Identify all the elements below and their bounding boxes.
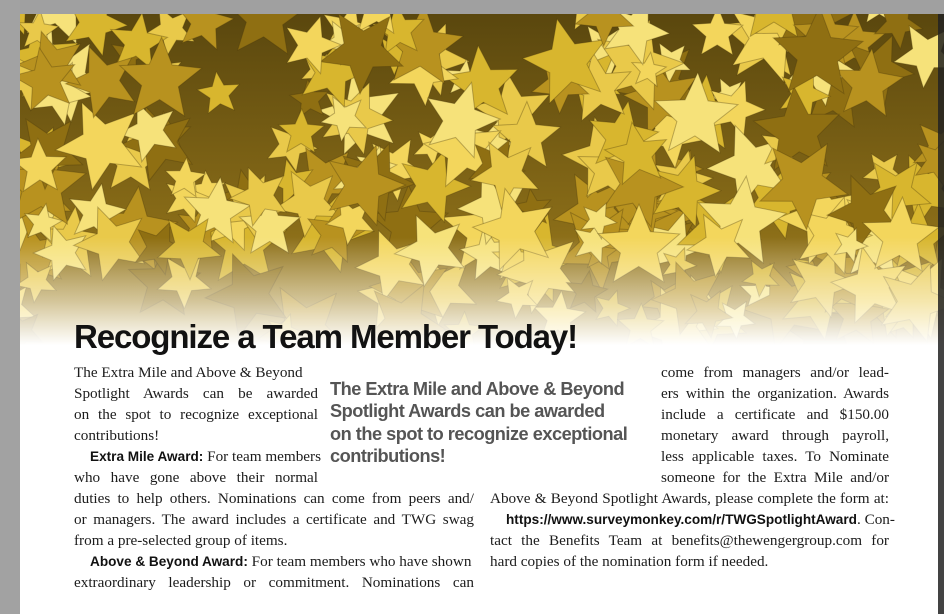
intro-line: contributions! (74, 427, 160, 444)
viewer-top-margin (0, 0, 944, 14)
above-beyond-paragraph-start: Above & Beyond Award: For team members who have shown (90, 553, 472, 570)
right-column-line: monetary award through payroll, (661, 427, 889, 444)
body-line: duties to help others. Nominations can come from peers and/ (74, 490, 474, 507)
right-column-line: less applicable taxes. To Nominate (661, 448, 889, 465)
pull-quote-line: Spotlight Awards can be awarded (330, 401, 605, 422)
right-column-line: Above & Beyond Spotlight Awards, please complete the form at: (490, 490, 889, 507)
right-column-line: someone for the Extra Mile and/or (661, 469, 889, 486)
intro-line: Spotlight Awards can be awarded (74, 385, 318, 402)
intro-line: The Extra Mile and Above & Beyond (74, 364, 303, 381)
intro-line: on the spot to recognize exceptional (74, 406, 318, 423)
page-right-edge (938, 14, 944, 614)
body-line: or managers. The award includes a certificate and TWG swag (74, 511, 474, 528)
right-column-line: ers within the organization. Awards (661, 385, 889, 402)
pull-quote (330, 378, 640, 467)
contact-line: hard copies of the nomination form if needed. (490, 553, 769, 570)
body-line: who have gone above their normal (74, 469, 318, 486)
page-title: Recognize a Team Member Today! (74, 318, 578, 355)
pull-quote-line: on the spot to recognize exceptional (330, 423, 628, 444)
contact-line: tact the Benefits Team at benefits@thewengergroup.com for (490, 532, 889, 549)
body-line: extraordinary leadership or commitment. Nominations can (74, 574, 474, 591)
extra-mile-paragraph-start: Extra Mile Award: For team members (90, 448, 322, 465)
above-beyond-label: Above & Beyond Award: (90, 554, 248, 569)
right-column-line: include a certificate and $150.00 (661, 406, 889, 423)
pull-quote-line: The Extra Mile and Above & Beyond (330, 379, 625, 399)
right-column-line: come from managers and/or lead- (661, 364, 889, 381)
document-page (20, 14, 944, 614)
pull-quote-line: contributions! (330, 445, 446, 466)
extra-mile-label: Extra Mile Award: (90, 449, 204, 464)
viewer-left-margin (0, 0, 20, 614)
survey-link[interactable]: https://www.surveymonkey.com/r/TWGSpotlightAward (506, 512, 857, 527)
survey-line: https://www.surveymonkey.com/r/TWGSpotlightAward. Con- (506, 511, 895, 528)
body-line: from a pre-selected group of items. (74, 532, 288, 549)
